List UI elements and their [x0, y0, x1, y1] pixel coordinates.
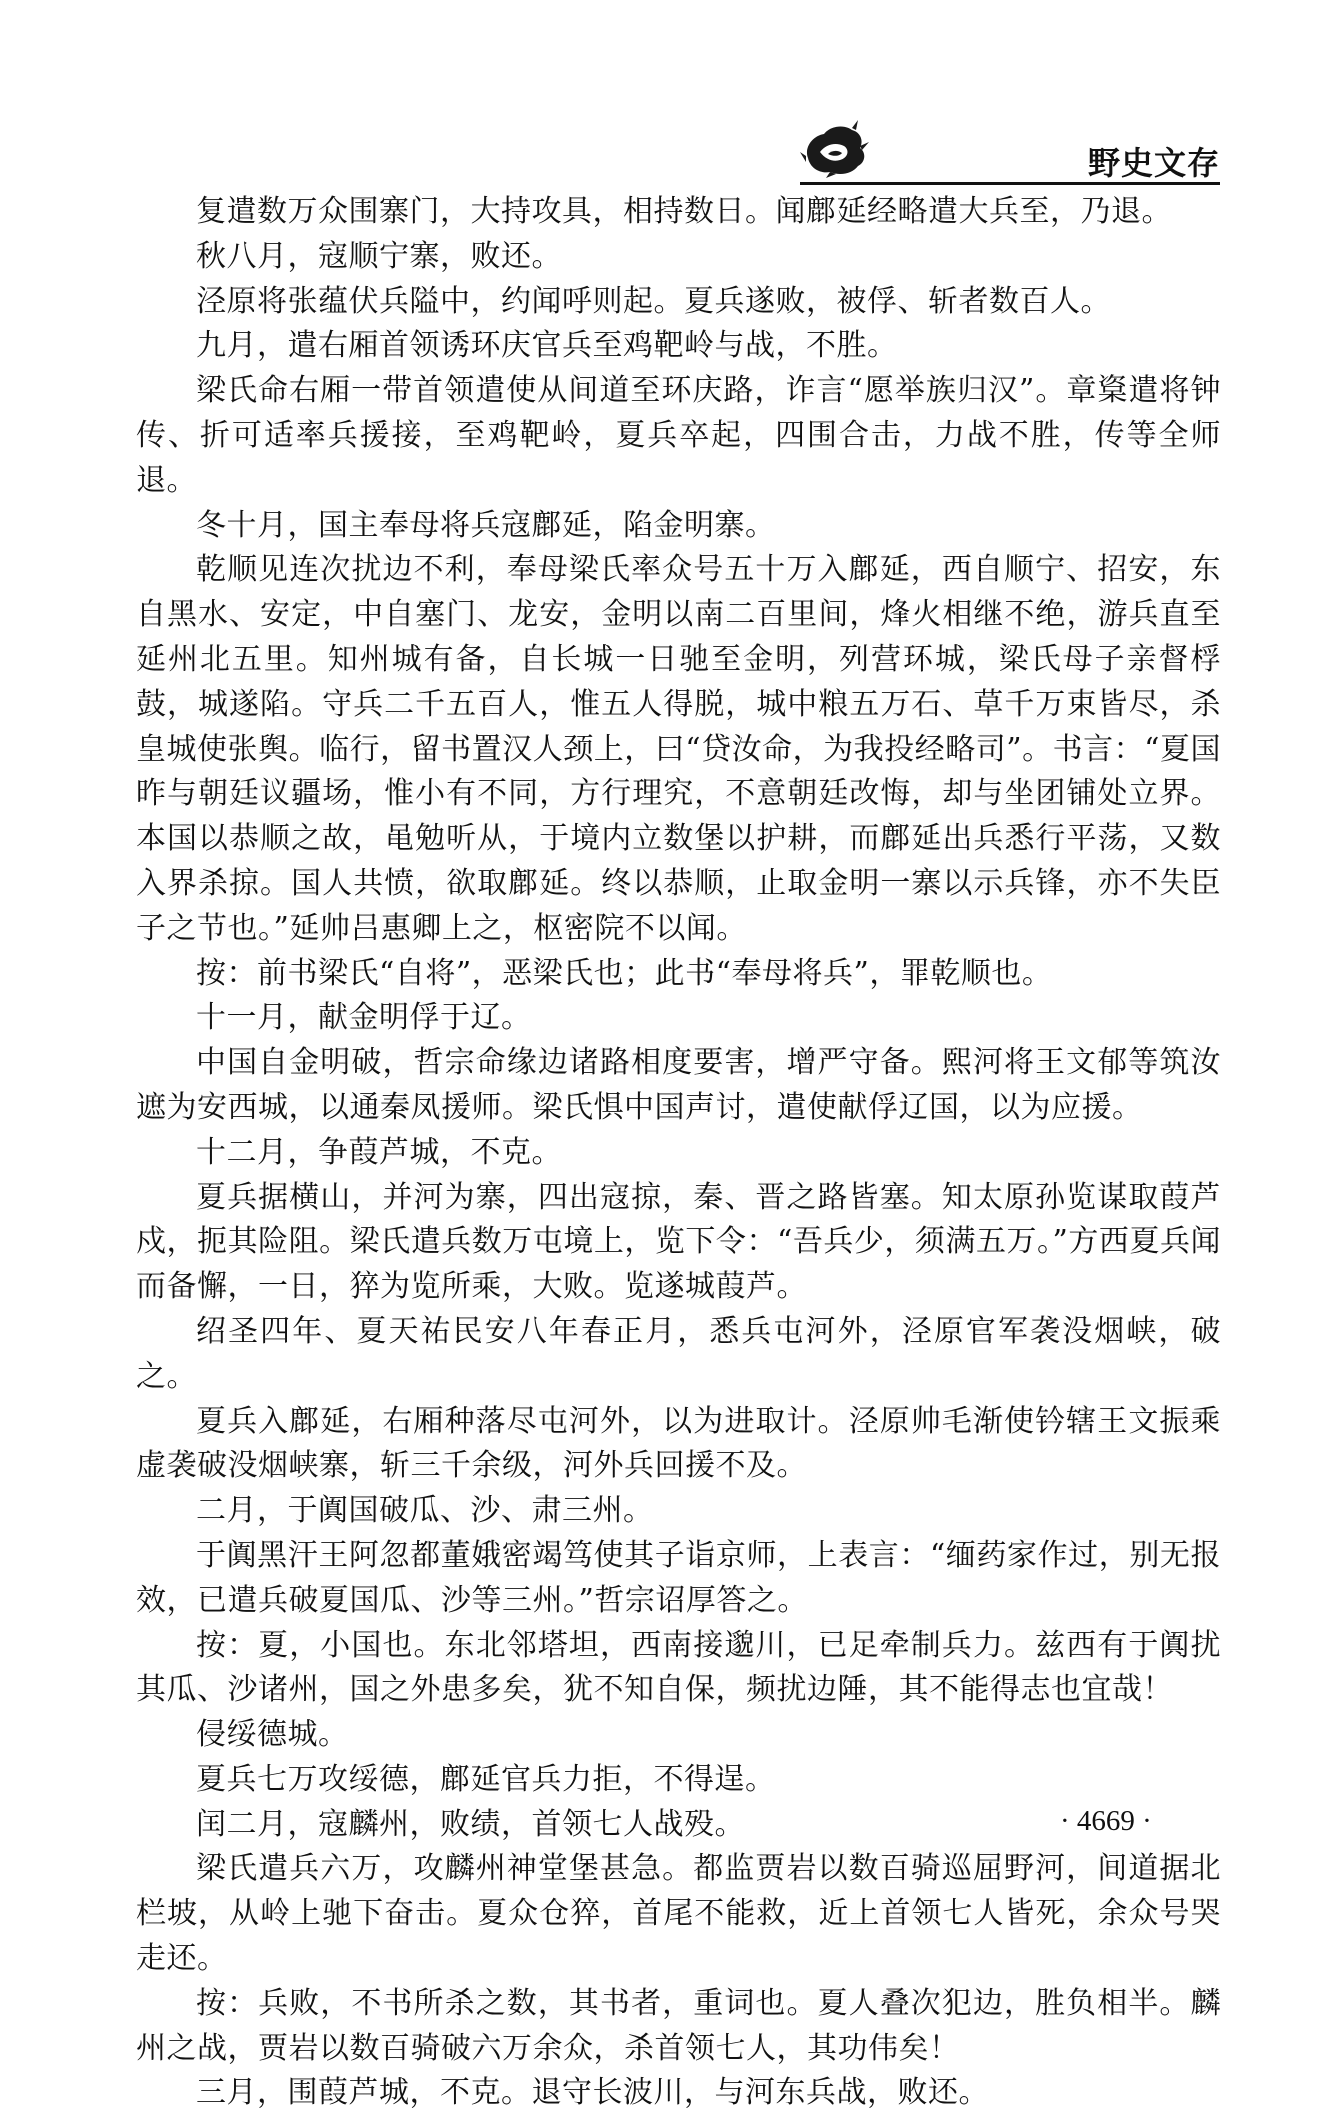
paragraph: 梁氏命右厢一带首领遣使从间道至环庆路，诈言“愿举族归汉”。章楶遣将钟传、折可适率兵援接，至鸡靶岭，夏兵卒起，四围合击，力战不胜，传等全师退。: [136, 373, 1221, 498]
paragraph: 梁氏遣兵六万，攻麟州神堂堡甚急。都监贾岩以数百骑巡屈野河，间道据北栏坡，从岭上驰下奋击。夏众仓猝，首尾不能救，近上首领七人皆死，余众号哭走还。: [136, 1851, 1221, 1977]
paragraph: 十二月，争葭芦城，不克。: [196, 1134, 562, 1170]
paragraph: 中国自金明破，哲宗命缘边诸路相度要害，增严守备。熙河将王文郁等筑汝遮为安西城，以通秦凤援师。梁氏惧中国声讨，遣使献俘辽国，以为应援。: [136, 1045, 1221, 1125]
paragraph: 十一月，献金明俘于辽。: [196, 1000, 532, 1036]
page-number: · 4669 ·: [1060, 1805, 1152, 1837]
paragraph: 闰二月，寇麟州，败绩，首领七人战殁。: [196, 1806, 745, 1842]
paragraph: 复遣数万众围寨门，大持攻具，相持数日。闻鄜延经略遣大兵至，乃退。: [196, 194, 1172, 229]
header-rule: [800, 182, 1220, 185]
paragraph: 泾原将张蕴伏兵隘中，约闻呼则起。夏兵遂败，被俘、斩者数百人。: [196, 283, 1111, 319]
running-title: 野史文存: [1087, 144, 1220, 182]
paragraph: 按：夏，小国也。东北邻塔坦，西南接邈川，已足牵制兵力。兹西有于阗扰其瓜、沙诸州，国之外患多矣，犹不知自保，频扰边陲，其不能得志也宜哉！: [136, 1627, 1221, 1708]
paragraph: 夏兵七万攻绥德，鄜延官兵力拒，不得逞。: [196, 1761, 776, 1797]
paragraph: 夏兵据横山，并河为寨，四出寇掠，秦、晋之路皆塞。知太原孙览谋取葭芦戍，扼其险阻。梁氏遣兵数万屯境上，览下令：“吾兵少，须满五万。”方西夏兵闻而备懈，一日，猝为览所乘，大败。览遂城葭芦。: [136, 1179, 1221, 1305]
dragon-emblem-icon: [800, 118, 870, 178]
paragraph: 乾顺见连次扰边不利，奉母梁氏率众号五十万入鄜延，西自顺宁、招安，东自黑水、安定，中自塞门、龙安，金明以南二百里间，烽火相继不绝，游兵直至延州北五里。知州城有备，自长城一日驰至金明，列营环城，梁氏母子亲督桴鼓，城遂陷。守兵二千五百人，惟五人得脱，城中粮五万石、草千万束皆尽，杀皇城使张舆。临行，留书置汉人颈上，曰“贷汝命，为我投经略司”。书言：“夏国昨与朝廷议疆场，惟小有不同，方行理究，不意朝廷改悔，却与坐团铺处立界。本国以恭顺之故，黾勉听从，于境内立数堡以护耕，而鄜延出兵悉行平荡，又数入界杀掠。国人共愤，欲取鄜延。终以恭顺，止取金明一寨以示兵锋，亦不失臣子之节也。”延帅吕惠卿上之，枢密院不以闻。: [136, 552, 1221, 946]
body-text: [136, 190, 1221, 2116]
paragraph: 侵绥德城。: [196, 1717, 349, 1753]
paragraph: 按：前书梁氏“自将”，恶梁氏也；此书“奉母将兵”，罪乾顺也。: [196, 955, 1053, 991]
paragraph: 于阗黑汗王阿忽都董娥密竭笃使其子诣京师，上表言：“缅药家作过，别无报效，已遣兵破夏国瓜、沙等三州。”哲宗诏厚答之。: [136, 1537, 1221, 1618]
paragraph: 冬十月，国主奉母将兵寇鄜延，陷金明寨。: [196, 507, 776, 543]
paragraph: 秋八月，寇顺宁寨，败还。: [196, 238, 562, 274]
paragraph: 二月，于阗国破瓜、沙、肃三州。: [196, 1493, 654, 1529]
paragraph: 绍圣四年、夏天祐民安八年春正月，悉兵屯河外，泾原官军袭没烟峡，破之。: [136, 1313, 1221, 1394]
paragraph: 夏兵入鄜延，右厢种落尽屯河外，以为进取计。泾原帅毛渐使钤辖王文振乘虚袭破没烟峡寨，斩三千余级，河外兵回援不及。: [136, 1403, 1221, 1484]
page-header: [800, 100, 1220, 185]
paragraph: 九月，遣右厢首领诱环庆官兵至鸡靶岭与战，不胜。: [196, 328, 898, 364]
paragraph: 三月，围葭芦城，不克。退守长波川，与河东兵战，败还。: [196, 2075, 989, 2111]
paragraph: 按：兵败，不书所杀之数，其书者，重词也。夏人叠次犯边，胜负相半。麟州之战，贾岩以数百骑破六万余众，杀首领七人，其功伟矣！: [136, 1985, 1221, 2066]
